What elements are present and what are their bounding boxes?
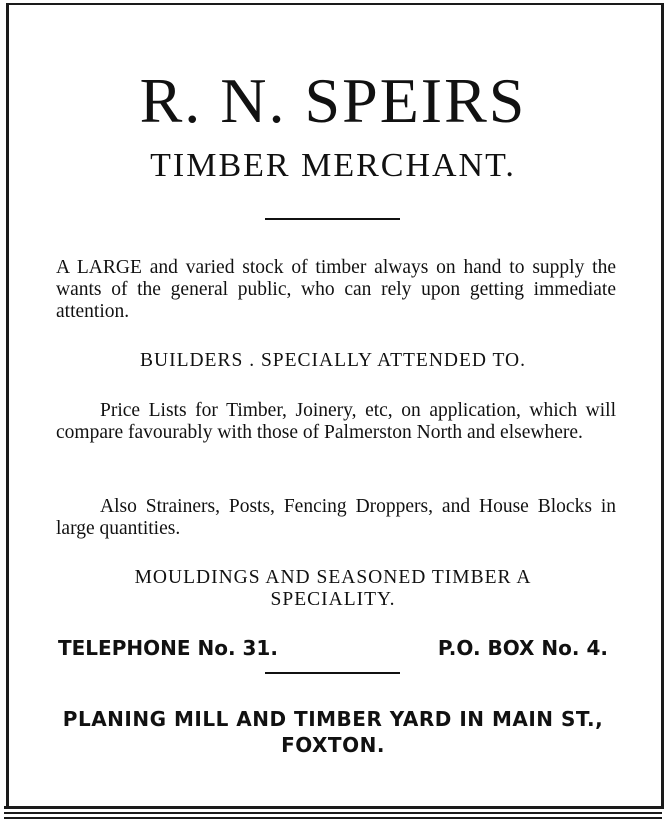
telephone-number: TELEPHONE No. 31.	[58, 636, 278, 660]
po-box: P.O. BOX No. 4.	[437, 636, 608, 660]
advert-title: R. N. SPEIRS	[139, 65, 527, 136]
mouldings-block	[0, 567, 666, 611]
price-list-paragraph: Price Lists for Timber, Joinery, etc, on application, which will compare favourably with those of Palmerston North and elsewhere.	[56, 400, 616, 443]
divider-rule	[265, 218, 400, 220]
bottom-rule	[4, 812, 662, 814]
bottom-rule	[4, 806, 662, 809]
bottom-rule	[4, 817, 662, 819]
footer-address	[0, 706, 666, 758]
mouldings-line: MOULDINGS AND SEASONED TIMBER A	[134, 567, 532, 588]
footer-town: FOXTON.	[281, 733, 385, 757]
strainers-paragraph: Also Strainers, Posts, Fencing Droppers, and House Blocks in large quantities.	[56, 496, 616, 539]
stock-paragraph: A LARGE and varied stock of timber always on hand to supply the wants of the general public, who can rely upon getting immediate attention.	[56, 257, 616, 322]
divider-rule	[265, 672, 400, 674]
footer-line: PLANING MILL AND TIMBER YARD IN MAIN ST.,	[62, 707, 604, 731]
builders-line: BUILDERS . SPECIALLY ATTENDED TO.	[139, 350, 527, 371]
speciality-line: SPECIALITY.	[270, 589, 396, 610]
advert-subtitle: TIMBER MERCHANT.	[150, 147, 516, 184]
